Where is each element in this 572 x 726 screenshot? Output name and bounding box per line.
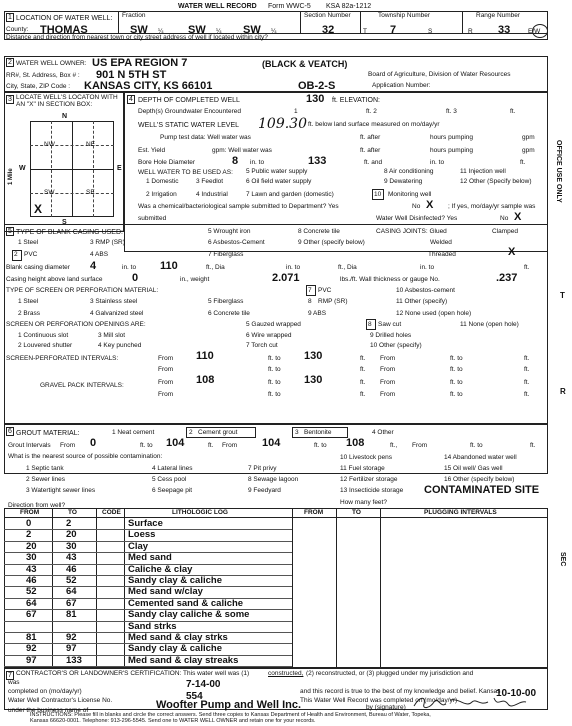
log-to: 97 [66, 643, 77, 655]
fraction-1: SW [130, 24, 148, 36]
gravel-to: 130 [304, 374, 323, 386]
use-monitoring: Monitoring well [388, 191, 432, 198]
chem-sample-x: X [426, 199, 434, 211]
log-to: 81 [66, 609, 77, 621]
casing-height: 0 [132, 272, 139, 284]
log-description: Clay [128, 540, 149, 552]
distance-label: Distance and direction from nearest town or city street address of well if located within city? [6, 34, 268, 41]
fraction-2: SW [188, 24, 206, 36]
owner-note: (BLACK & VEATCH) [262, 59, 348, 69]
grout-to-2: 108 [346, 437, 365, 449]
log-from: 64 [26, 597, 37, 609]
form-title: WATER WELL RECORD [178, 3, 257, 10]
disinfected-x: X [514, 211, 522, 223]
owner-name: US EPA REGION 7 [92, 57, 188, 69]
grout-from-2: 104 [262, 437, 281, 449]
ksa-number: KSA 82a-1212 [326, 3, 372, 10]
log-from: 67 [26, 609, 37, 621]
log-from: 43 [26, 563, 37, 575]
side-t: T [560, 291, 565, 300]
township-number: 7 [390, 24, 397, 36]
log-description: Sandy clay & caliche [128, 575, 222, 586]
side-sec: SEC [559, 552, 566, 567]
log-to: 64 [66, 586, 77, 598]
grout-from-1: 0 [90, 437, 97, 449]
log-to: 92 [66, 632, 77, 643]
casing-weight: 2.071 [272, 272, 300, 284]
section-1-number: 1 [6, 13, 14, 22]
form-number: Form WWC-5 [268, 3, 311, 10]
location-mark: X [34, 202, 43, 216]
perf-to: 130 [304, 350, 323, 362]
blank-diameter: 4 [90, 260, 97, 272]
log-from: 81 [26, 632, 37, 643]
side-r: R [560, 387, 566, 396]
license-number: 554 [186, 691, 203, 702]
log-to: 30 [66, 540, 77, 552]
log-description: Surface [128, 518, 163, 529]
log-to: 52 [66, 575, 77, 586]
contaminated-site: CONTAMINATED SITE [424, 484, 540, 496]
log-from: 20 [26, 540, 37, 552]
business-name: Woofter Pump and Well Inc. [156, 699, 302, 711]
log-to: 46 [66, 563, 77, 575]
ew-indicator: E/W [528, 28, 541, 35]
fraction-label: Fraction [122, 12, 146, 19]
log-description: Sandy clay & caliche [128, 643, 222, 655]
ew-circle [532, 24, 548, 38]
wall-thickness: .237 [496, 272, 518, 284]
county-value: THOMAS [40, 24, 88, 36]
perf-from: 110 [196, 350, 214, 362]
fraction-3: SW [243, 24, 261, 36]
screen-pvc: PVC [318, 287, 332, 294]
completed-date: 7-14-00 [186, 679, 221, 690]
log-description: Sand strks [128, 620, 177, 632]
log-from: 46 [26, 575, 37, 586]
constructed-option: constructed, [268, 670, 304, 677]
log-to: 43 [66, 552, 77, 564]
use-monitoring-number: 10 [374, 191, 382, 198]
log-to: 67 [66, 597, 77, 609]
opening-saw-cut: Saw cut [378, 321, 402, 328]
threaded-x: X [508, 246, 516, 258]
static-level-value: 109.30 [258, 116, 307, 132]
log-description: Caliche & clay [128, 563, 193, 575]
section-number: 32 [322, 24, 335, 36]
log-from: 0 [26, 518, 32, 529]
mile-label: 1 Mile [8, 168, 14, 185]
casing-pvc: PVC [24, 251, 38, 258]
log-from: 97 [26, 654, 37, 666]
county-label: County: [6, 26, 29, 33]
log-description: Med sand w/clay [128, 586, 203, 598]
log-from: 30 [26, 552, 37, 564]
log-from: 92 [26, 643, 37, 655]
log-description: Med sand & clay strks [128, 632, 228, 643]
signature [410, 694, 530, 712]
record-date: 10-10-00 [496, 688, 537, 699]
grout-cement: Cement grout [198, 429, 238, 436]
grout-bentonite: Bentonite [304, 429, 332, 436]
log-description: Med sand & clay streaks [128, 654, 239, 666]
gravel-from: 108 [196, 374, 215, 386]
owner-address: 901 N 5TH ST [96, 69, 167, 81]
log-description: Loess [128, 529, 156, 541]
log-to: 2 [66, 518, 72, 529]
well-id: OB-2-S [298, 80, 336, 92]
office-use-label: OFFICE USE ONLY [555, 140, 562, 203]
owner-city: KANSAS CITY, KS 66101 [84, 80, 213, 92]
bore-diameter: 8 [232, 155, 239, 167]
depth-value: 130 [306, 93, 325, 105]
blank-to: 110 [160, 260, 178, 272]
log-description: Cemented sand & caliche [128, 597, 244, 609]
section-number-label: Section Number [304, 12, 351, 19]
range-number: 33 [498, 24, 511, 36]
grout-to-1: 104 [166, 437, 185, 449]
log-from: 2 [26, 529, 32, 541]
range-label: Range Number [476, 12, 521, 19]
log-to: 133 [66, 654, 82, 666]
log-to: 20 [66, 529, 77, 541]
bore-depth: 133 [308, 155, 327, 167]
log-from: 52 [26, 586, 37, 598]
township-label: Township Number [378, 12, 431, 19]
log-description: Sandy clay caliche & some [128, 609, 250, 621]
log-description: Med sand [128, 552, 172, 564]
location-label: LOCATION OF WATER WELL: [16, 15, 113, 22]
